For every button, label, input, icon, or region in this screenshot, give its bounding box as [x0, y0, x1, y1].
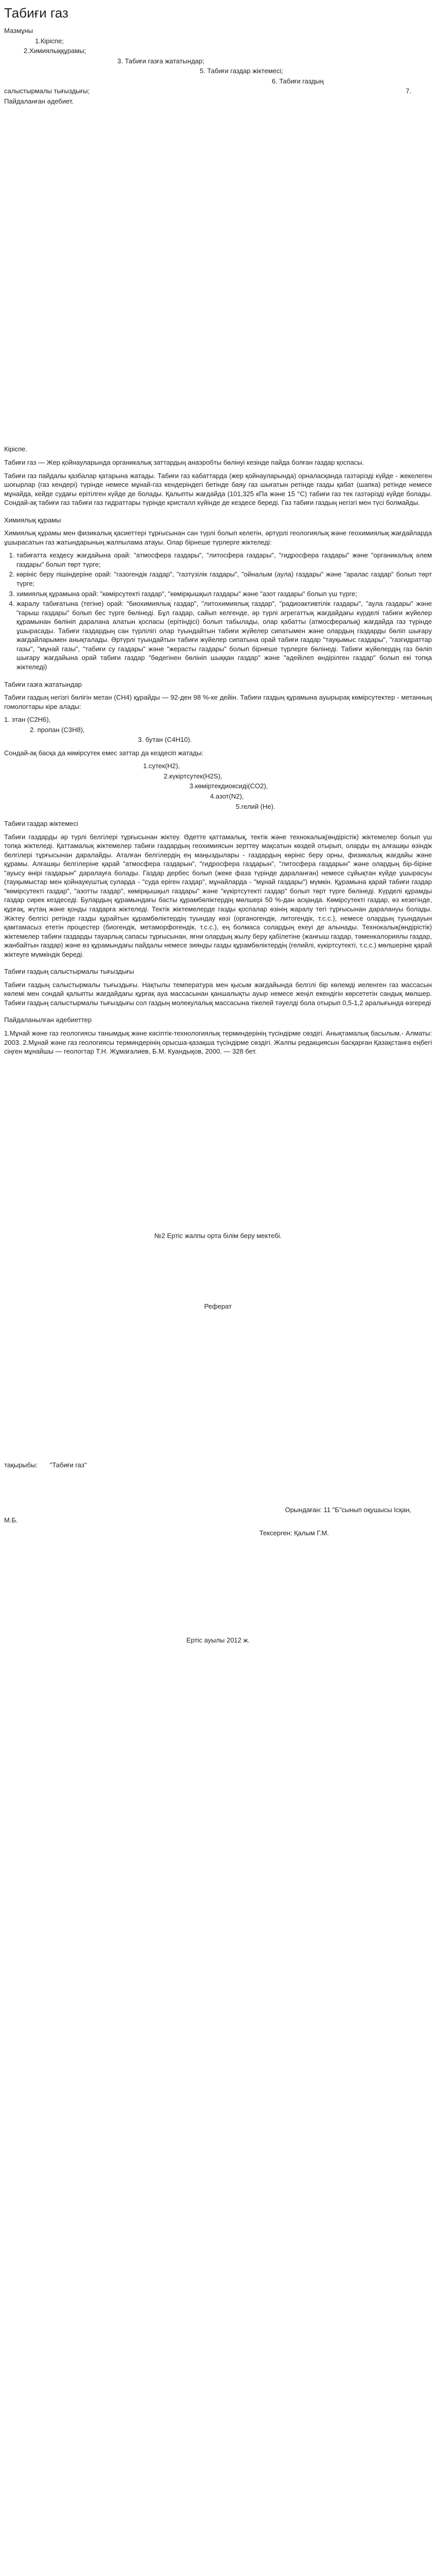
list-item: 1. табиғатта кездесу жағдайына орай: "атмосфера газдары", "литосфера газдары", "гидросфера газдары" және "органикалық әлем газдары" болып төрт түрге;	[16, 551, 432, 569]
toc-item-classification: 5. Табиғи газдар жіктемесі;	[200, 67, 283, 75]
document-type: Реферат	[204, 1302, 232, 1311]
list-item: 1.сутек(H2),	[143, 762, 180, 770]
toc-item-composition: 2.Химиялыққұрамы;	[24, 47, 86, 55]
classification-paragraph: Табиғи газдарды әр түрлі белгілері тұрғысынан жіктеу. Әдетте қаттамалық, тектік және технокалық(өндірістік) жіктемелер болып үш топқа жіктеледі. Қаттамалық жіктемелер табиғи газдардың геохимиясын зерттеу мақсатын көздей отырып, оларды ең алғашқы өзіндік белгілері тұрғысынан даралайды. Аталған белгілердің ең маңыздылары - газдардың көрiнiс беру орны, физикалық жағдайы және құрамы. Алғашқы белгілеріне қарай "атмосфера газдарын", "гидросфера газдарын", "литосфера газдарын" және олардың бір-бірiне "ауысу өнiрi газдарын" даралауға болады. Газдар дербес болып (жеке фаза түрінде дараланған) немесе сұйықтан күйде ұшырасуы (тауқымыстар мен қойнаукүштық сулардa - "суда еріген газдар", мұнайларда - "мұнай газдары") мүмкін. Құрамына қарай табиғи газдар "көмірсутекті газдар", "азотты газдар", көмірқышқыл газдары" және "күкіртсутекті газдар" болып төрт түрге бөлінеді. Күрделі құрамды газдар сирек кездеседі. Булардың құрамындағы басты құрамбөліктердің мөлшері 50 %-дан асқанда. Көмірсутекті газдар, өз кезегінде, құрғақ, жүтаң және қонды газдарға жіктеледі. Тектік жіктемелерде газды қоспалар өзінің жаралу тегі тұрғысынан даралануы болады. Жіктеу белгісі ретінде газды құрайтын құрамбөліктердің туындау көзі (органогендік, литогендік, т.с.с.), немесе олардың туындауын қамтамасыз ететін процестер (биогендік, метаморфогендік, т.с.с.), ең болмаса солардың екеуі де алынады. Технокалық(өндірістік) жіктемелер табиғи газдарды тауарлық сапасы тұрғысынан, яғни олардың жылу беру қабілетіне (жанғыш газдар, тәменкалориялы газдар, жанбайтын газдар) және өз құрамындағы пайдалы немесе зиянды газды құрамбөліктердің (гелийлі, күкіртсутекті, т.с.с.) мөлшеріне қарай жіктеуге мүмкіндік береді.	[4, 833, 432, 958]
topic-label: тақырыбы:	[4, 1461, 38, 1469]
school-name: №2 Ертіс жалпы орта білім беру мектебі.	[154, 1231, 282, 1240]
intro-heading: Кіріспе.	[4, 445, 27, 453]
list-item: 4.азот(N2),	[210, 792, 244, 800]
teacher-line: Тексерген: Қалым Г.М.	[259, 1529, 329, 1537]
literature-heading: Пайдаланылған әдебиеттер	[4, 1016, 92, 1024]
list-item: 2.күкіртсутек(H2S),	[164, 772, 222, 780]
toc-item-intro: 1.Кіріспе;	[35, 37, 64, 45]
composition-intro: Химиялық құрамы мен физикалық қасиеттері тұрғысынан сан түрлі болып келетін, әртүрлі геологиялық және геохимиялық жағдайларда ұшырасатын газ жатындарының жалпылама атауы. Олар бірнеше түрлерге жіктеледі:	[4, 529, 432, 546]
list-item: 4. жаралу табиғатына (тегіне) орай: "биохимиялық газдар", "литохимиялық газдар", "радиоактивтілік газдары", "аула газдары" және "ғарыш газдары" болып бес түрге бөлінеді. Бұл газдар, сайып келгенде, әр түрлі агрегаттық жағдайдағы күрделі табиғи жүйелер құрамынан бөлініп даралана алатын қоспасы (ерітіндісі) болып табылады, олар қабатты (атмосфералық) жағдайда газ түрінде ұшырасады. Табиғи газдардың сан түрлілігі олар туындайтын табиғи жүйелер сипатымен және олардың газдарды бөліп шығару жағдайларымен анықталады. Әртүрлі туындайтын табиғи жүйелер сипатына орай табиғи газдар "тауқымыс газдары", "газгидраттар газы", "мұнай газы", "табиғи су газдары" және "жерасты газдары" болып бірнеше түрлерге бөлінеді. Табиғи жүйелердің газ бөліп шығару жағдайына орай табиғи газдар "бөдегінен бөлініп шыққан газдар" және "әдейілеп өндірілген газдар" болып екі топқа жіктеледі)	[16, 599, 432, 671]
list-item: 5.гелий (He).	[236, 802, 275, 810]
belongs-heading: Табиғи газға жататындар	[4, 680, 82, 688]
intro-paragraph-1: Табиғи газ — Жер қойнауларында органикалық заттардың анаэробты бөлінуі кезінде пайда болған газдар қоспасы.	[4, 459, 364, 467]
list-item: 3. химиялық құрамына орай: "көмірсутекті газдар", "көмірқышқыл газдары" және "азот газдары" болып үш түрге;	[16, 589, 432, 599]
list-item: 2. пропан (C3H8),	[30, 725, 85, 734]
topic-title: "Табиғи газ"	[49, 1461, 87, 1469]
composition-list	[16, 551, 432, 671]
table-of-contents	[4, 26, 432, 106]
toc-item-literature: Пайдаланған әдебиет.	[4, 97, 74, 105]
toc-heading: Мазмұны	[4, 27, 33, 35]
toc-item-belongs: 3. Табиғи газға жататындар;	[117, 57, 204, 65]
density-heading: Табиғи газдың салыстырмалы тығыздығы	[4, 968, 134, 976]
toc-item-density-b: салыстырмалы тығыздығы;	[4, 87, 90, 95]
topic-line	[4, 1461, 432, 1470]
non-hydrocarbon-list	[4, 761, 432, 811]
hydrocarbon-list	[4, 715, 432, 744]
classification-heading: Табиғи газдар жіктемесі	[4, 820, 78, 828]
city-year: Ертіс ауылы 2012 ж.	[186, 1636, 250, 1644]
intro-paragraph-2: Табиғи газ пайдалы қазбалар қатарына жатады. Табиғи газ кабаттарда (жер қойнауларында) орналасқанда газтәріздi күйде - жекелеген шоғырлар (газ кендері) түрінде немесе мұнай-газ кендерiндегі бетiнде баяу газ шығатын ретінде газды қабат (шапка) ретінде немесе мұнайда, кейде судағы ерітілген күйде де болады. Қалыпты жағдайда (101,325 кПа және 15 °C) табиғи газ тек газтәріздi күйде болады. Сондай-ақ табиғи газ табиғи газ гидраттары түрінде кристалл күйінде де кездесе береді. Газ табиғи газдың негізгі мен түсі болмайды.	[4, 471, 432, 507]
list-item: 3.көміртекдиоксиді(CO2),	[189, 782, 268, 790]
toc-item-density-a: 6. Табиғи газдың	[272, 77, 324, 85]
list-item: 1. этан (C2H6),	[4, 716, 51, 724]
belongs-paragraph-1: Табиғи газдың негізгі бөлігін метан (CH4) құрайды — 92-ден 98 %-ке дейін. Табиғи газдың құрамына ауырырақ көмірсутектер - метанның гомологтары кіре алады:	[4, 693, 432, 710]
blank-space	[4, 107, 432, 436]
list-item: 3. бутан (C4H10).	[138, 736, 192, 744]
literature-paragraph: 1.Мұнай және газ геологиясы танымдық және кәсіптік-технологиялық терминдерінің түсіндірме сөздігі. Анықтамалық басылым.- Алматы: 2003. 2.Мұнай және газ геологиясы терминдерінің орысша-қазақша түсіндірме сөздігі. Жалпы редакциясын басқарған Қазақстанға еңбегі сіңген мұнайшы — геологтар Т.Н. Жұмағалиев, Б.М. Куандықов, 2000. — 328 бет.	[4, 1029, 432, 1056]
author-line: Орындаған: 11 "Б"сынып оқушысы Ісқан,	[285, 1506, 411, 1514]
document-title: Табиғи газ	[4, 5, 68, 21]
belongs-paragraph-2: Сондай-ақ басқа да көмірсутек емес заттар да кездесіп жатады:	[4, 749, 204, 757]
composition-heading: Химиялық құрамы	[4, 516, 61, 524]
toc-row-density	[4, 87, 432, 96]
author-initials: М.Б.	[4, 1516, 18, 1524]
toc-item-number: 7.	[406, 87, 411, 95]
density-paragraph: Табиғи газдың салыстырмалы тығыздығы. Нақтылы температура мен қысым жағдайында белгілі бір көлемді иеленген газ массасын көлемі мен сондай қалыпты жағдайдағы құрғақ ауа массасынан қаншалықты ауыр немесе жеңіл екендігін көрсететін сандық мөлшер. Табиғи газдың салыстырмалы тығыздығы сол газдың молекулалық массасына тікелей тәуелді бола отырып 0,5-1,2 аралығында өзгереді	[4, 980, 432, 1007]
list-item: 2. көрінiс беру пішіндеріне орай: "газогендік газдар", "газтүзілік газдары", "ойналым (аула) газдары" және "аралас газдар" болып төрт түрге;	[16, 570, 432, 588]
